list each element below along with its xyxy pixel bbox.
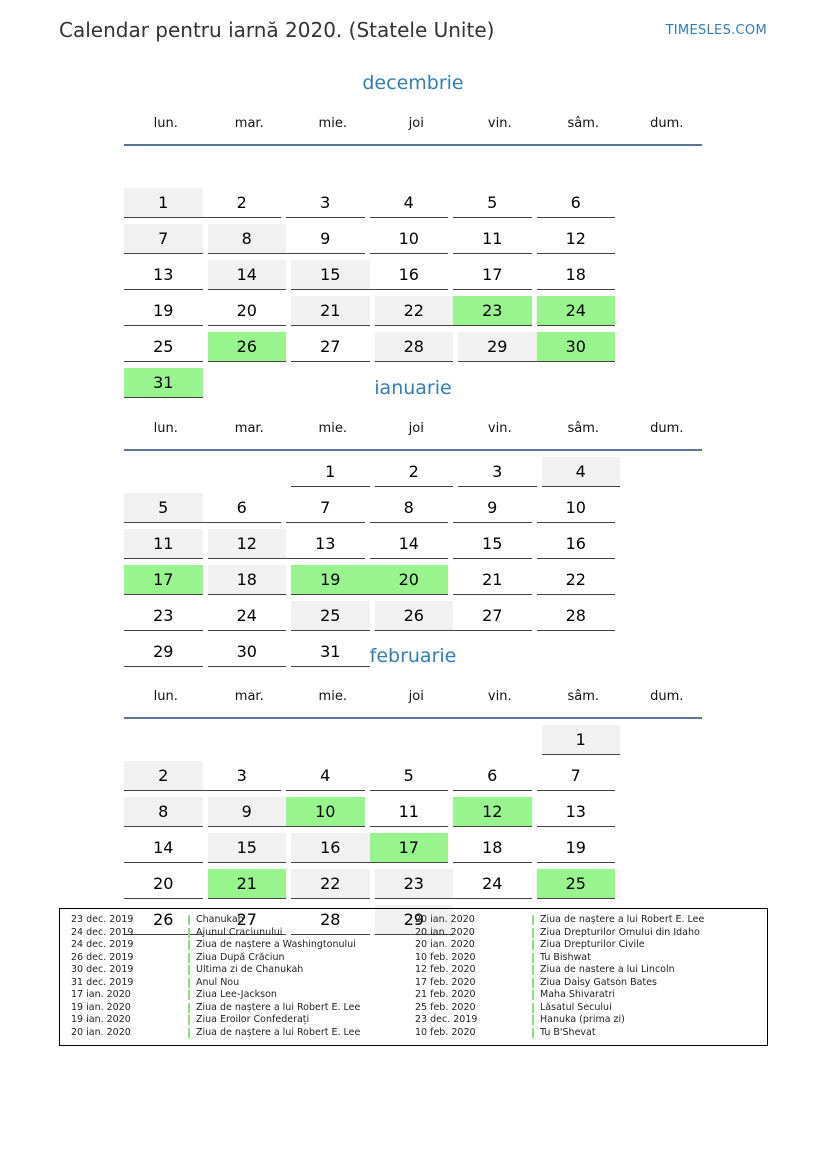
legend-date: 20 ian. 2020 [415, 939, 475, 950]
empty-cell [208, 457, 287, 487]
legend-holiday-name: Ziua de nastere a lui Lincoln [540, 964, 675, 975]
day-cell: 5 [124, 493, 203, 523]
day-cell: 12 [208, 529, 287, 559]
empty-cell [124, 457, 203, 487]
day-cell: 5 [370, 761, 449, 791]
weekday-header [124, 417, 702, 451]
brand-link[interactable]: TIMESLES.COM [665, 23, 767, 38]
legend-date: 20 ian. 2020 [71, 1026, 131, 1038]
legend-marker [532, 965, 534, 975]
legend-marker [532, 990, 534, 1000]
day-cell: 27 [291, 332, 370, 362]
legend-marker [532, 1003, 534, 1013]
weekday-label: lun. [153, 116, 178, 131]
day-cell: 10 [370, 224, 449, 254]
holiday-day-cell: 17 [124, 565, 203, 595]
day-cell: 5 [453, 188, 532, 218]
day-cell: 11 [370, 797, 449, 827]
day-cell: 2 [375, 457, 454, 487]
day-cell: 4 [370, 188, 449, 218]
day-cell: 18 [208, 565, 287, 595]
legend-marker [188, 940, 190, 950]
legend-holiday-name: Ziua După Crăciun [196, 951, 285, 963]
weekday-label: dum. [650, 689, 684, 704]
legend-holiday-name: Ziua Eroilor Confederați [196, 1014, 310, 1025]
day-cell: 10 [537, 493, 616, 523]
legend-holiday-name: Ziua Drepturilor Omului din Idaho [540, 926, 700, 938]
weekday-header [124, 112, 702, 146]
weekday-label: mie. [318, 116, 347, 131]
weekday-header [124, 685, 702, 719]
holiday-day-cell: 26 [208, 332, 287, 362]
weekday-label: vin. [487, 116, 512, 131]
legend-holiday-name: Ziua de naștere a Washingtonului [196, 939, 356, 950]
legend-marker [188, 990, 190, 1000]
day-cell: 12 [537, 224, 616, 254]
legend-marker [188, 915, 190, 925]
legend-marker [532, 978, 534, 988]
holiday-day-cell: 30 [537, 332, 616, 362]
holiday-day-cell: 20 [370, 565, 449, 595]
weekday-label: lun. [153, 421, 178, 436]
weekday-label: sâm. [567, 689, 600, 704]
day-cell: 8 [370, 493, 449, 523]
day-cell: 4 [286, 761, 365, 791]
legend-date: 10 feb. 2020 [415, 1026, 476, 1038]
weekday-label: joi [408, 421, 424, 436]
legend-holiday-name: Ziua Lee-Jackson [196, 989, 277, 1000]
day-cell: 29 [375, 905, 454, 935]
legend-marker [532, 953, 534, 963]
day-cell: 8 [208, 224, 287, 254]
legend-date: 24 dec. 2019 [71, 926, 134, 938]
legend-marker [532, 928, 534, 938]
legend-marker [188, 978, 190, 988]
day-cell: 22 [537, 565, 616, 595]
empty-cell [208, 152, 287, 182]
day-cell: 18 [537, 260, 616, 290]
legend-holiday-name: Ziua de naștere a lui Robert E. Lee [540, 914, 705, 925]
day-cell: 16 [291, 833, 370, 863]
legend-holiday-name: Ziua de naștere a lui Robert E. Lee [196, 1026, 361, 1038]
weekday-label: mar. [234, 421, 264, 436]
legend-holiday-name: Ziua Daisy Gatson Bates [540, 976, 657, 988]
legend-date: 12 feb. 2020 [415, 964, 476, 975]
day-cell: 31 [291, 637, 370, 667]
legend-marker [188, 965, 190, 975]
day-cell: 14 [208, 260, 287, 290]
weekday-label: sâm. [567, 421, 600, 436]
empty-cell [542, 152, 621, 182]
day-cell: 30 [208, 637, 287, 667]
holiday-day-cell: 23 [453, 296, 532, 326]
day-cell: 6 [453, 761, 532, 791]
weekday-label: vin. [487, 689, 512, 704]
day-cell: 23 [375, 869, 454, 899]
day-cell: 24 [453, 869, 532, 899]
legend-marker [532, 1028, 534, 1038]
day-cell: 13 [537, 797, 616, 827]
holiday-day-cell: 17 [370, 833, 449, 863]
legend-holiday-name: Anul Nou [196, 976, 240, 988]
day-cell: 6 [537, 188, 616, 218]
day-cell: 14 [124, 833, 203, 863]
day-cell: 28 [291, 905, 370, 935]
legend-marker [188, 1003, 190, 1013]
legend-date: 19 ian. 2020 [71, 1014, 131, 1025]
day-cell: 19 [124, 296, 203, 326]
legend-marker [188, 1028, 190, 1038]
day-cell: 7 [124, 224, 203, 254]
day-cell: 16 [537, 529, 616, 559]
day-cell: 15 [453, 529, 532, 559]
day-cell: 4 [542, 457, 621, 487]
holiday-day-cell: 19 [291, 565, 370, 595]
legend-marker [532, 1015, 534, 1025]
day-cell: 11 [124, 529, 203, 559]
day-cell: 23 [124, 601, 203, 631]
day-cell: 20 [208, 296, 287, 326]
legend-date: 24 dec. 2019 [71, 939, 134, 950]
day-cell: 29 [458, 332, 537, 362]
empty-cell [458, 152, 537, 182]
empty-cell [124, 152, 203, 182]
month-december [124, 68, 702, 404]
legend-date: 10 feb. 2020 [415, 951, 476, 963]
day-cell: 9 [286, 224, 365, 254]
day-cell: 14 [370, 529, 449, 559]
holiday-day-cell: 25 [537, 869, 616, 899]
day-cell: 25 [291, 601, 370, 631]
holiday-day-cell: 31 [124, 368, 203, 398]
holiday-legend [59, 908, 768, 1046]
legend-marker [532, 940, 534, 950]
day-cell: 27 [453, 601, 532, 631]
legend-holiday-name: Tu B'Shevat [540, 1026, 596, 1038]
day-cell: 13 [286, 529, 365, 559]
holiday-day-cell: 10 [286, 797, 365, 827]
empty-cell [375, 725, 454, 755]
empty-cell [208, 725, 287, 755]
empty-cell [458, 725, 537, 755]
day-grid [124, 152, 702, 404]
day-cell: 13 [124, 260, 203, 290]
day-cell: 2 [203, 188, 282, 218]
month-title: februarie [369, 645, 457, 667]
weekday-label: sâm. [567, 116, 600, 131]
legend-marker [188, 953, 190, 963]
day-cell: 26 [124, 905, 203, 935]
legend-holiday-name: Tu Bishwat [540, 951, 591, 963]
day-cell: 25 [124, 332, 203, 362]
day-cell: 3 [203, 761, 282, 791]
day-cell: 18 [453, 833, 532, 863]
legend-date: 30 dec. 2019 [71, 964, 134, 975]
holiday-day-cell: 24 [537, 296, 616, 326]
day-cell: 11 [453, 224, 532, 254]
day-cell: 1 [124, 188, 203, 218]
weekday-label: joi [408, 689, 424, 704]
holiday-day-cell: 21 [208, 869, 287, 899]
legend-date: 19 ian. 2020 [71, 1001, 131, 1013]
day-cell: 7 [537, 761, 616, 791]
day-cell: 24 [208, 601, 287, 631]
weekday-label: dum. [650, 116, 684, 131]
weekday-label: mie. [318, 689, 347, 704]
weekday-label: mar. [234, 116, 264, 131]
page-title: Calendar pentru iarnă 2020. (Statele Unite) [59, 18, 495, 42]
legend-date: 17 feb. 2020 [415, 976, 476, 988]
legend-date: 20 ian. 2020 [415, 914, 475, 925]
empty-cell [375, 152, 454, 182]
day-cell: 3 [458, 457, 537, 487]
weekday-label: mar. [234, 689, 264, 704]
month-title: decembrie [362, 72, 464, 94]
day-cell: 2 [124, 761, 203, 791]
legend-holiday-name: Chanukah [196, 914, 244, 925]
legend-marker [532, 915, 534, 925]
legend-holiday-name: Lăsatul Secului [540, 1001, 612, 1013]
legend-holiday-name: Hanuka (prima zi) [540, 1014, 625, 1025]
legend-date: 17 ian. 2020 [71, 989, 131, 1000]
weekday-label: lun. [153, 689, 178, 704]
day-cell: 21 [453, 565, 532, 595]
empty-cell [291, 725, 370, 755]
legend-marker [188, 1015, 190, 1025]
day-cell: 6 [203, 493, 282, 523]
legend-date: 23 dec. 2019 [71, 914, 134, 925]
day-cell: 1 [542, 725, 621, 755]
day-cell: 21 [291, 296, 370, 326]
day-cell: 22 [291, 869, 370, 899]
legend-marker [188, 928, 190, 938]
day-cell: 16 [370, 260, 449, 290]
day-cell: 28 [375, 332, 454, 362]
day-cell: 15 [208, 833, 287, 863]
legend-holiday-name: Ziua de naștere a lui Robert E. Lee [196, 1001, 361, 1013]
legend-date: 20 ian. 2020 [415, 926, 475, 938]
legend-date: 31 dec. 2019 [71, 976, 134, 988]
day-cell: 8 [124, 797, 203, 827]
day-cell: 20 [124, 869, 203, 899]
day-cell: 15 [291, 260, 370, 290]
day-cell: 27 [208, 905, 287, 935]
day-cell: 28 [537, 601, 616, 631]
legend-date: 23 dec. 2019 [415, 1014, 478, 1025]
month-title: ianuarie [374, 377, 452, 399]
legend-holiday-name: Ultima zi de Chanukah [196, 964, 304, 975]
empty-cell [124, 725, 203, 755]
day-cell: 9 [208, 797, 287, 827]
weekday-label: mie. [318, 421, 347, 436]
day-cell: 26 [375, 601, 454, 631]
day-cell: 29 [124, 637, 203, 667]
weekday-label: dum. [650, 421, 684, 436]
day-cell: 7 [286, 493, 365, 523]
legend-date: 26 dec. 2019 [71, 951, 134, 963]
weekday-label: joi [408, 116, 424, 131]
day-cell: 1 [291, 457, 370, 487]
day-cell: 9 [453, 493, 532, 523]
legend-date: 21 feb. 2020 [415, 989, 476, 1000]
weekday-label: vin. [487, 421, 512, 436]
day-cell: 17 [453, 260, 532, 290]
month-february [124, 641, 705, 941]
day-cell: 22 [375, 296, 454, 326]
holiday-day-cell: 12 [453, 797, 532, 827]
legend-date: 25 feb. 2020 [415, 1001, 476, 1013]
day-cell: 3 [286, 188, 365, 218]
day-cell: 19 [537, 833, 616, 863]
legend-holiday-name: Ziua Drepturilor Civile [540, 939, 645, 950]
legend-holiday-name: Maha Shivaratri [540, 989, 616, 1000]
empty-cell [291, 152, 370, 182]
legend-holiday-name: Ajunul Craciunului [196, 926, 283, 938]
month-january [124, 373, 702, 673]
